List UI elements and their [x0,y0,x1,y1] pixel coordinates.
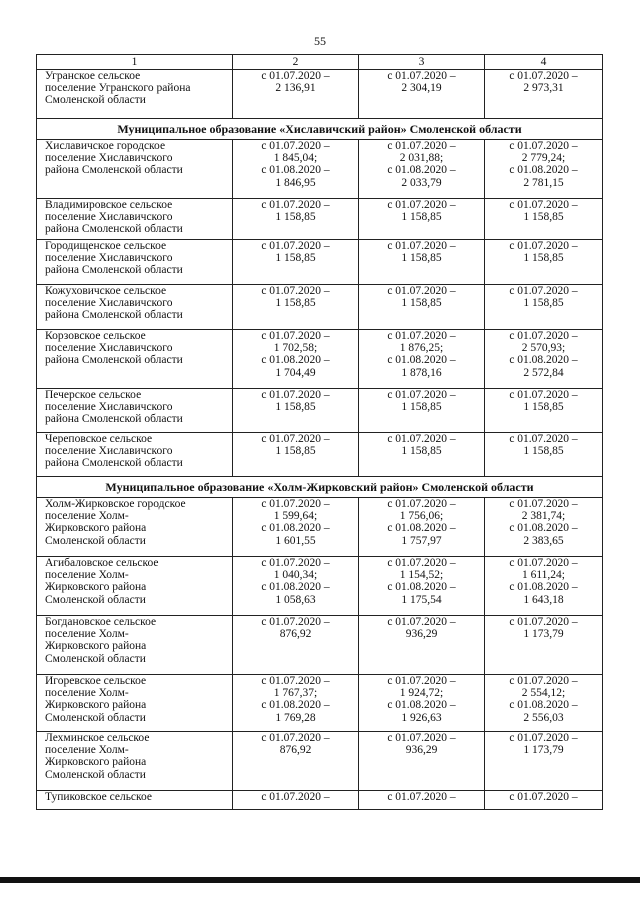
tariff-cell-col3: с 01.07.2020 – 2 031,88; с 01.08.2020 – 2 033,79 [359,140,485,199]
tariff-cell-col4: с 01.07.2020 – 1 173,79 [485,732,603,791]
settlement-name: Кожуховичское сельское поселение Хиславичского района Смоленской области [37,285,233,330]
tariff-cell-col2: с 01.07.2020 – 1 158,85 [233,240,359,285]
table-row [37,70,603,119]
tariff-cell-col4: с 01.07.2020 – 1 158,85 [485,285,603,330]
settlement-name: Холм-Жирковское городское поселение Холм- Жирковского района Смоленской области [37,498,233,557]
table-row [37,791,603,810]
tariff-cell-col4: с 01.07.2020 – 1 158,85 [485,199,603,240]
tariff-cell-col2: с 01.07.2020 – 1 158,85 [233,199,359,240]
tariff-cell-col2: с 01.07.2020 – [233,791,359,810]
settlement-name: Хиславичское городское поселение Хиславичского района Смоленской области [37,140,233,199]
settlement-name: Лехминское сельское поселение Холм- Жирковского района Смоленской области [37,732,233,791]
table-row [37,616,603,675]
table-row [37,732,603,791]
tariff-cell-col4: с 01.07.2020 – 2 381,74; с 01.08.2020 – 2 383,65 [485,498,603,557]
tariff-cell-col2: с 01.07.2020 – 1 158,85 [233,389,359,433]
settlement-name: Городищенское сельское поселение Хиславичского района Смоленской области [37,240,233,285]
table-row [37,433,603,477]
table-row [37,675,603,732]
section-header-row [37,119,603,140]
settlement-name: Печерское сельское поселение Хиславичского района Смоленской области [37,389,233,433]
table-row [37,330,603,389]
tariff-cell-col4: с 01.07.2020 – 1 158,85 [485,389,603,433]
tariff-cell-col3: с 01.07.2020 – [359,791,485,810]
section-title: Муниципальное образование «Холм-Жирковский район» Смоленской области [37,477,603,498]
tariff-cell-col4: с 01.07.2020 – 1 173,79 [485,616,603,675]
table-header-row [37,55,603,70]
settlement-name: Агибаловское сельское поселение Холм- Жирковского района Смоленской области [37,557,233,616]
tariff-cell-col4: с 01.07.2020 – 2 973,31 [485,70,603,119]
tariff-cell-col3: с 01.07.2020 – 1 756,06; с 01.08.2020 – 1 757,97 [359,498,485,557]
tariff-cell-col2: с 01.07.2020 – 1 158,85 [233,433,359,477]
settlement-name: Владимировское сельское поселение Хиславичского района Смоленской области [37,199,233,240]
table-row [37,240,603,285]
tariff-cell-col3: с 01.07.2020 – 1 158,85 [359,240,485,285]
tariff-cell-col3: с 01.07.2020 – 1 158,85 [359,285,485,330]
tariff-cell-col2: с 01.07.2020 – 876,92 [233,732,359,791]
tariff-cell-col4: с 01.07.2020 – 2 554,12; с 01.08.2020 – 2 556,03 [485,675,603,732]
tariff-cell-col3: с 01.07.2020 – 936,29 [359,616,485,675]
settlement-name: Угранское сельское поселение Угранского района Смоленской области [37,70,233,119]
tariff-table [36,54,603,810]
tariff-cell-col3: с 01.07.2020 – 1 158,85 [359,199,485,240]
table-row [37,285,603,330]
table-row [37,498,603,557]
tariff-cell-col2: с 01.07.2020 – 1 599,64; с 01.08.2020 – 1 601,55 [233,498,359,557]
table-row [37,557,603,616]
tariff-cell-col2: с 01.07.2020 – 1 040,34; с 01.08.2020 – 1 058,63 [233,557,359,616]
section-header-row [37,477,603,498]
tariff-cell-col4: с 01.07.2020 – 1 611,24; с 01.08.2020 – 1 643,18 [485,557,603,616]
tariff-cell-col3: с 01.07.2020 – 1 876,25; с 01.08.2020 – 1 878,16 [359,330,485,389]
bottom-rule [0,877,640,883]
page-number: 55 [314,34,326,48]
tariff-cell-col4: с 01.07.2020 – [485,791,603,810]
tariff-cell-col4: с 01.07.2020 – 2 779,24; с 01.08.2020 – 2 781,15 [485,140,603,199]
settlement-name: Корзовское сельское поселение Хиславичского района Смоленской области [37,330,233,389]
column-header: 4 [485,55,603,70]
tariff-cell-col4: с 01.07.2020 – 1 158,85 [485,433,603,477]
tariff-cell-col4: с 01.07.2020 – 2 570,93; с 01.08.2020 – 2 572,84 [485,330,603,389]
table-row [37,199,603,240]
settlement-name: Игоревское сельское поселение Холм- Жирковского района Смоленской области [37,675,233,732]
table-row [37,140,603,199]
settlement-name: Богдановское сельское поселение Холм- Жирковского района Смоленской области [37,616,233,675]
tariff-cell-col3: с 01.07.2020 – 1 158,85 [359,433,485,477]
tariff-cell-col2: с 01.07.2020 – 1 702,58; с 01.08.2020 – 1 704,49 [233,330,359,389]
settlement-name: Череповское сельское поселение Хиславичского района Смоленской области [37,433,233,477]
tariff-cell-col3: с 01.07.2020 – 2 304,19 [359,70,485,119]
section-title: Муниципальное образование «Хиславичский район» Смоленской области [37,119,603,140]
tariff-cell-col3: с 01.07.2020 – 1 924,72; с 01.08.2020 – 1 926,63 [359,675,485,732]
tariff-cell-col3: с 01.07.2020 – 936,29 [359,732,485,791]
tariff-cell-col2: с 01.07.2020 – 1 767,37; с 01.08.2020 – 1 769,28 [233,675,359,732]
tariff-cell-col3: с 01.07.2020 – 1 158,85 [359,389,485,433]
column-header: 2 [233,55,359,70]
tariff-cell-col3: с 01.07.2020 – 1 154,52; с 01.08.2020 – 1 175,54 [359,557,485,616]
tariff-cell-col4: с 01.07.2020 – 1 158,85 [485,240,603,285]
table-row [37,389,603,433]
tariff-cell-col2: с 01.07.2020 – 1 845,04; с 01.08.2020 – 1 846,95 [233,140,359,199]
tariff-cell-col2: с 01.07.2020 – 1 158,85 [233,285,359,330]
tariff-cell-col2: с 01.07.2020 – 2 136,91 [233,70,359,119]
tariff-cell-col2: с 01.07.2020 – 876,92 [233,616,359,675]
column-header: 3 [359,55,485,70]
settlement-name: Тупиковское сельское [37,791,233,810]
column-header: 1 [37,55,233,70]
